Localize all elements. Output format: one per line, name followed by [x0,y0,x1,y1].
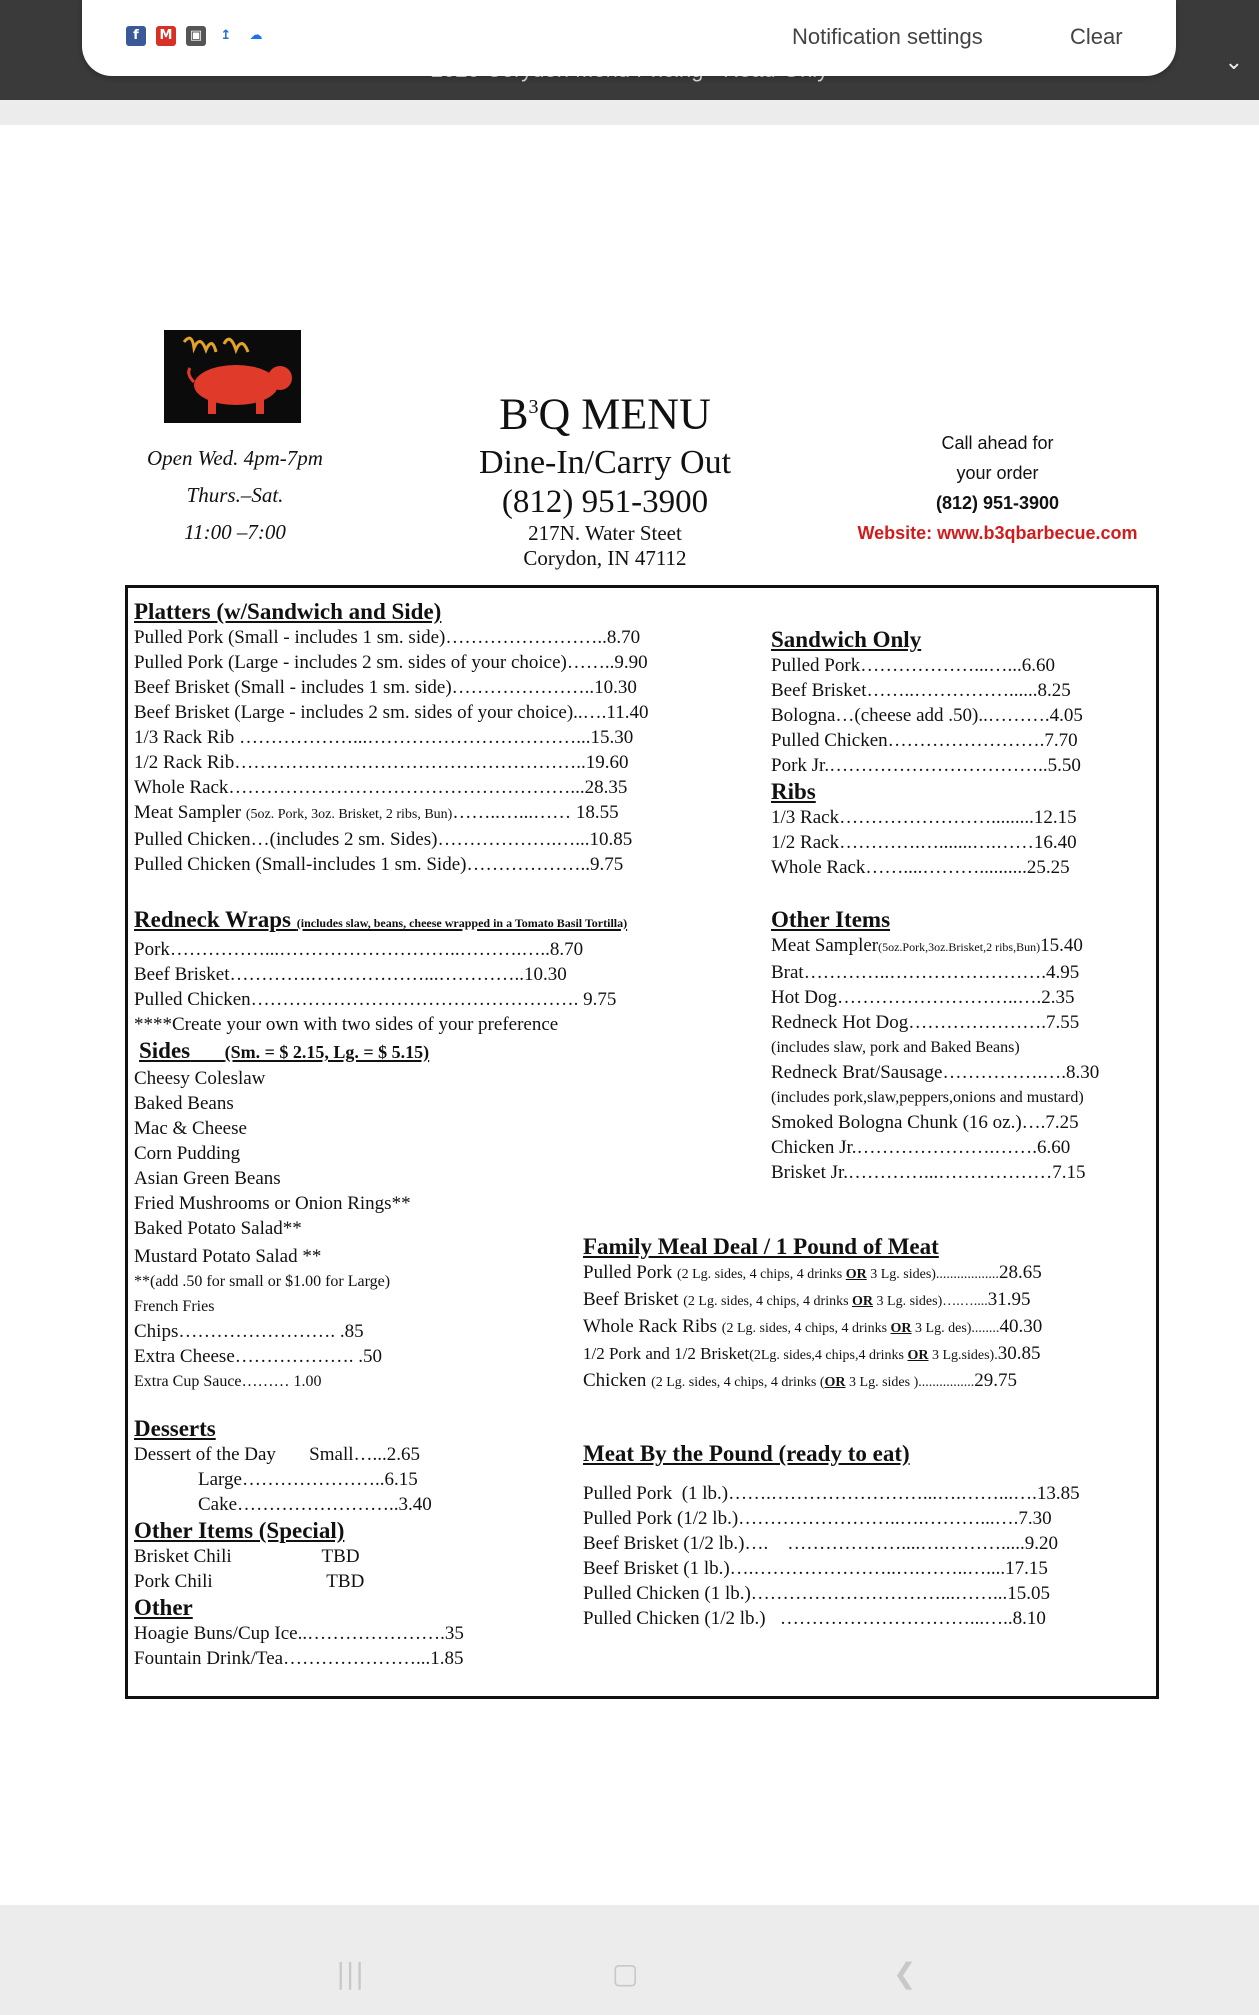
item-note: 3 Lg. des)........ [911,1321,1000,1336]
address-line: Corydon, IN 47112 [523,545,687,570]
menu-item: Pulled Chicken……………………………………………. 9.75 [134,989,617,1010]
item-note: (5oz. Pork, 3oz. Brisket, 2 ribs, Bun) [245,807,453,822]
menu-item: Pulled Pork (1/2 lb.)……………………..….………...….7.30 [583,1508,1052,1529]
side-item: Mustard Potato Salad ** [134,1246,322,1267]
menu-item: Beef Brisket (1 lb.)….…………………..….……..…....17.15 [583,1558,1048,1579]
home-icon[interactable]: ▢ [612,1957,639,1990]
service-type: Dine-In/Carry Out [478,443,732,481]
item-name: Beef Brisket [583,1289,684,1310]
item-note: (2Lg. sides,4 chips,4 drinks [749,1348,908,1363]
section-heading: Other [134,1595,193,1620]
menu-title [440,383,770,439]
upload-icon: ↥ [216,26,236,46]
menu-item: Hot Dog………………………..….2.35 [771,987,1075,1008]
item-name: 1/2 Pork and 1/2 Brisket [583,1344,750,1363]
item-note: (includes pork,slaw,peppers,onions and mustard) [771,1089,1084,1106]
other-items-section [771,906,1099,1185]
menu-item: Beef Brisket (1/2 lb.)…. ………………....….……….....9.20 [583,1533,1058,1554]
menu-title-sup: 3 [528,396,539,418]
item-note: (includes slaw, pork and Baked Beans) [771,1039,1020,1056]
menu-item: Bologna…(cheese add .50)..……….4.05 [771,705,1083,726]
menu-item: Redneck Hot Dog………………….7.55 [771,1012,1080,1033]
menu-item: Pork……………...………………………..……….…..8.70 [134,939,584,960]
item-note: (5oz.Pork,3oz.Brisket,2 ribs,Bun) [878,940,1041,954]
menu-item: Whole Rack………………………………………………...28.35 [134,777,628,798]
item-note: 3 Lg.sides). [928,1348,998,1363]
side-item: Chips……………………. .85 [134,1321,364,1342]
menu-item: Pulled Pork………………...…...6.60 [771,655,1055,676]
side-item: Extra Cup Sauce……… 1.00 [134,1373,322,1390]
item-note: 3 Lg. sides )................ [845,1375,975,1390]
menu-item: Smoked Bologna Chunk (16 oz.)….7.25 [771,1112,1079,1133]
side-item: Extra Cheese………………. .50 [134,1346,383,1367]
menu-item: Pulled Pork (Small - includes 1 sm. side)……………………..8.70 [134,627,641,648]
item-note: (2 Lg. sides, 4 chips, 4 drinks [676,1267,846,1282]
item-name: Meat Sampler [771,935,879,956]
notification-settings-button[interactable]: Notification settings [792,24,983,49]
item-price: 28.65 [998,1262,1042,1283]
item-name: Pulled Pork [583,1262,677,1283]
item-note: (2 Lg. sides, 4 chips, 4 drinks [683,1294,853,1309]
opening-hours [120,440,350,551]
section-heading: Other Items (Special) [134,1518,345,1543]
menu-item: Pulled Chicken…………………….7.70 [771,730,1078,751]
menu-item: Brat…………..…………………….4.95 [771,962,1080,983]
menu-item: Pulled Chicken (Small-includes 1 sm. Side)………………..9.75 [134,854,624,875]
menu-item: Fountain Drink/Tea…………………...1.85 [134,1648,464,1669]
side-item: Baked Beans [134,1093,234,1114]
gmail-icon: M [156,26,176,46]
menu-item: Beef Brisket (Large - includes 2 sm. sides of your choice)..….11.40 [134,702,649,723]
section-heading: Platters (w/Sandwich and Side) [134,599,442,624]
desserts-section [134,1415,464,1671]
item-note: (2 Lg. sides, 4 chips, 4 drinks [721,1321,891,1336]
clear-button[interactable]: Clear [1070,24,1123,49]
menu-item: 1/3 Rack…………………….........12.15 [771,807,1077,828]
menu-item: Beef Brisket………….………………...…………..10.30 [134,964,567,985]
website-link[interactable]: Website: www.b3qbarbecue.com [857,523,1138,543]
menu-title-rest: Q MENU [538,389,711,439]
wraps-section [134,906,627,1394]
heading-text: Redneck Wraps [134,907,291,932]
menu-item: Cake……………………..3.40 [198,1494,432,1515]
gallery-icon: ▣ [186,26,206,46]
side-item: Asian Green Beans [134,1168,281,1189]
menu-item: Pulled Chicken (1 lb.)…………………………...……...15.05 [583,1583,1051,1604]
side-item: Cheesy Coleslaw [134,1068,266,1089]
menu-item: Pulled Chicken…(includes 2 sm. Sides)……………….…...10.85 [134,829,633,850]
item-note: 3 Lg. sides)….….... [873,1294,988,1309]
menu-item [134,800,648,827]
call-ahead [820,428,1175,548]
item-price: 15.40 [1040,935,1083,956]
section-heading: Sandwich Only [771,627,922,652]
menu-item: Redneck Brat/Sausage…………….….8.30 [771,1062,1100,1083]
call-line: your order [956,463,1039,483]
item-name: Whole Rack Ribs [583,1316,722,1337]
recent-apps-icon[interactable]: ||| [336,1957,365,1990]
section-heading: Ribs [771,779,816,804]
item-name: Meat Sampler [134,802,246,823]
menu-item [771,933,1099,960]
or-text: OR [852,1294,874,1309]
item-price: ……..…...…… 18.55 [452,802,619,823]
family-item [583,1368,1042,1395]
section-heading: Family Meal Deal / 1 Pound of Meat [583,1234,939,1259]
or-text: OR [845,1267,867,1282]
menu-title-b: B [499,389,529,439]
hours-line: Open Wed. 4pm-7pm [147,446,323,470]
menu-item: Brisket Jr.…………...………………7.15 [771,1162,1086,1183]
menu-item: Dessert of the Day Small…...2.65 [134,1444,421,1465]
menu-item: Whole Rack……....………..........25.25 [771,857,1070,878]
b3q-pig-logo [164,330,301,423]
side-item: Corn Pudding [134,1143,241,1164]
platters-section [134,598,648,877]
item-price: 31.95 [987,1289,1031,1310]
heading-text: Sides [139,1038,191,1063]
heading-note: (Sm. = $ 2.15, Lg. = $ 5.15) [224,1042,430,1062]
menu-item: Beef Brisket (Small - includes 1 sm. side)…………………..10.30 [134,677,637,698]
sandwich-section [771,626,1083,880]
pound-section [583,1440,1080,1631]
item-price: 30.85 [997,1343,1041,1364]
family-item [583,1260,1042,1287]
menu-header [440,383,770,571]
phone-number: (812) 951-3900 [501,483,709,520]
hours-line: Thurs.–Sat. [186,483,284,507]
side-item: French Fries [134,1298,215,1315]
menu-item: 1/2 Rack Rib………………………………………………..19.60 [134,752,629,773]
menu-item: Chicken Jr.………………….…….6.60 [771,1137,1071,1158]
menu-item: 1/3 Rack Rib ………………...……………………………...15.30 [134,727,634,748]
menu-item: Pork Jr.……………………………..5.50 [771,755,1081,776]
call-phone: (812) 951-3900 [935,493,1060,513]
item-note: (2 Lg. sides, 4 chips, 4 drinks ( [651,1375,825,1390]
section-heading [134,1037,627,1066]
chevron-down-icon[interactable]: ⌄ [1224,50,1243,75]
side-item: Fried Mushrooms or Onion Rings** [134,1193,411,1214]
or-text: OR [824,1375,846,1390]
or-text: OR [907,1348,929,1363]
menu-item: Hoagie Buns/Cup Ice..………………….35 [134,1623,464,1644]
cloud-icon: ☁ [246,26,266,46]
menu-item: Pulled Pork (1 lb.)…….……………………...….……...….13.85 [583,1483,1080,1504]
menu-item: Large…………………..6.15 [198,1469,418,1490]
family-item [583,1314,1042,1341]
section-heading [134,906,627,937]
menu-box [125,585,1159,1699]
item-price: 40.30 [999,1316,1043,1337]
side-footnote: **(add .50 for small or $1.00 for Large) [134,1273,391,1290]
menu-item: Pulled Pork (Large - includes 2 sm. sides of your choice)……..9.90 [134,652,648,673]
item-price: 29.75 [974,1370,1017,1391]
item-note: 3 Lg. sides).................. [866,1267,999,1282]
section-heading: Meat By the Pound (ready to eat) [583,1441,910,1466]
family-item [583,1287,1042,1314]
address-line: 217N. Water Steet [528,520,682,545]
menu-item: Pork Chili TBD [134,1571,365,1592]
section-heading: Other Items [771,907,891,932]
item-name: Chicken [583,1370,652,1391]
menu-item: Brisket Chili TBD [134,1546,360,1567]
back-icon[interactable]: ❮ [893,1957,917,1990]
call-line: Call ahead for [941,433,1054,453]
menu-item: Beef Brisket……..……………......8.25 [771,680,1071,701]
family-item [583,1341,1042,1368]
family-meal-section [583,1233,1042,1395]
navigation-bar [0,1905,1259,2015]
hours-line: 11:00 –7:00 [184,520,286,544]
toolbar-strip [0,100,1259,125]
notification-icons [126,26,266,46]
notification-panel [82,0,1176,76]
heading-note: (includes slaw, beans, cheese wrapped in a Tomato Basil Tortilla) [296,916,628,930]
menu-item: 1/2 Rack………….….......….……16.40 [771,832,1077,853]
or-text: OR [890,1321,912,1336]
spacer [583,1467,1080,1481]
section-heading: Desserts [134,1416,216,1441]
facebook-icon: f [126,26,146,46]
side-item: Baked Potato Salad** [134,1218,302,1239]
side-item: Mac & Cheese [134,1118,247,1139]
menu-item: Pulled Chicken (1/2 lb.) …………………………...…..8.10 [583,1608,1046,1629]
menu-note: ****Create your own with two sides of your preference [134,1014,559,1035]
